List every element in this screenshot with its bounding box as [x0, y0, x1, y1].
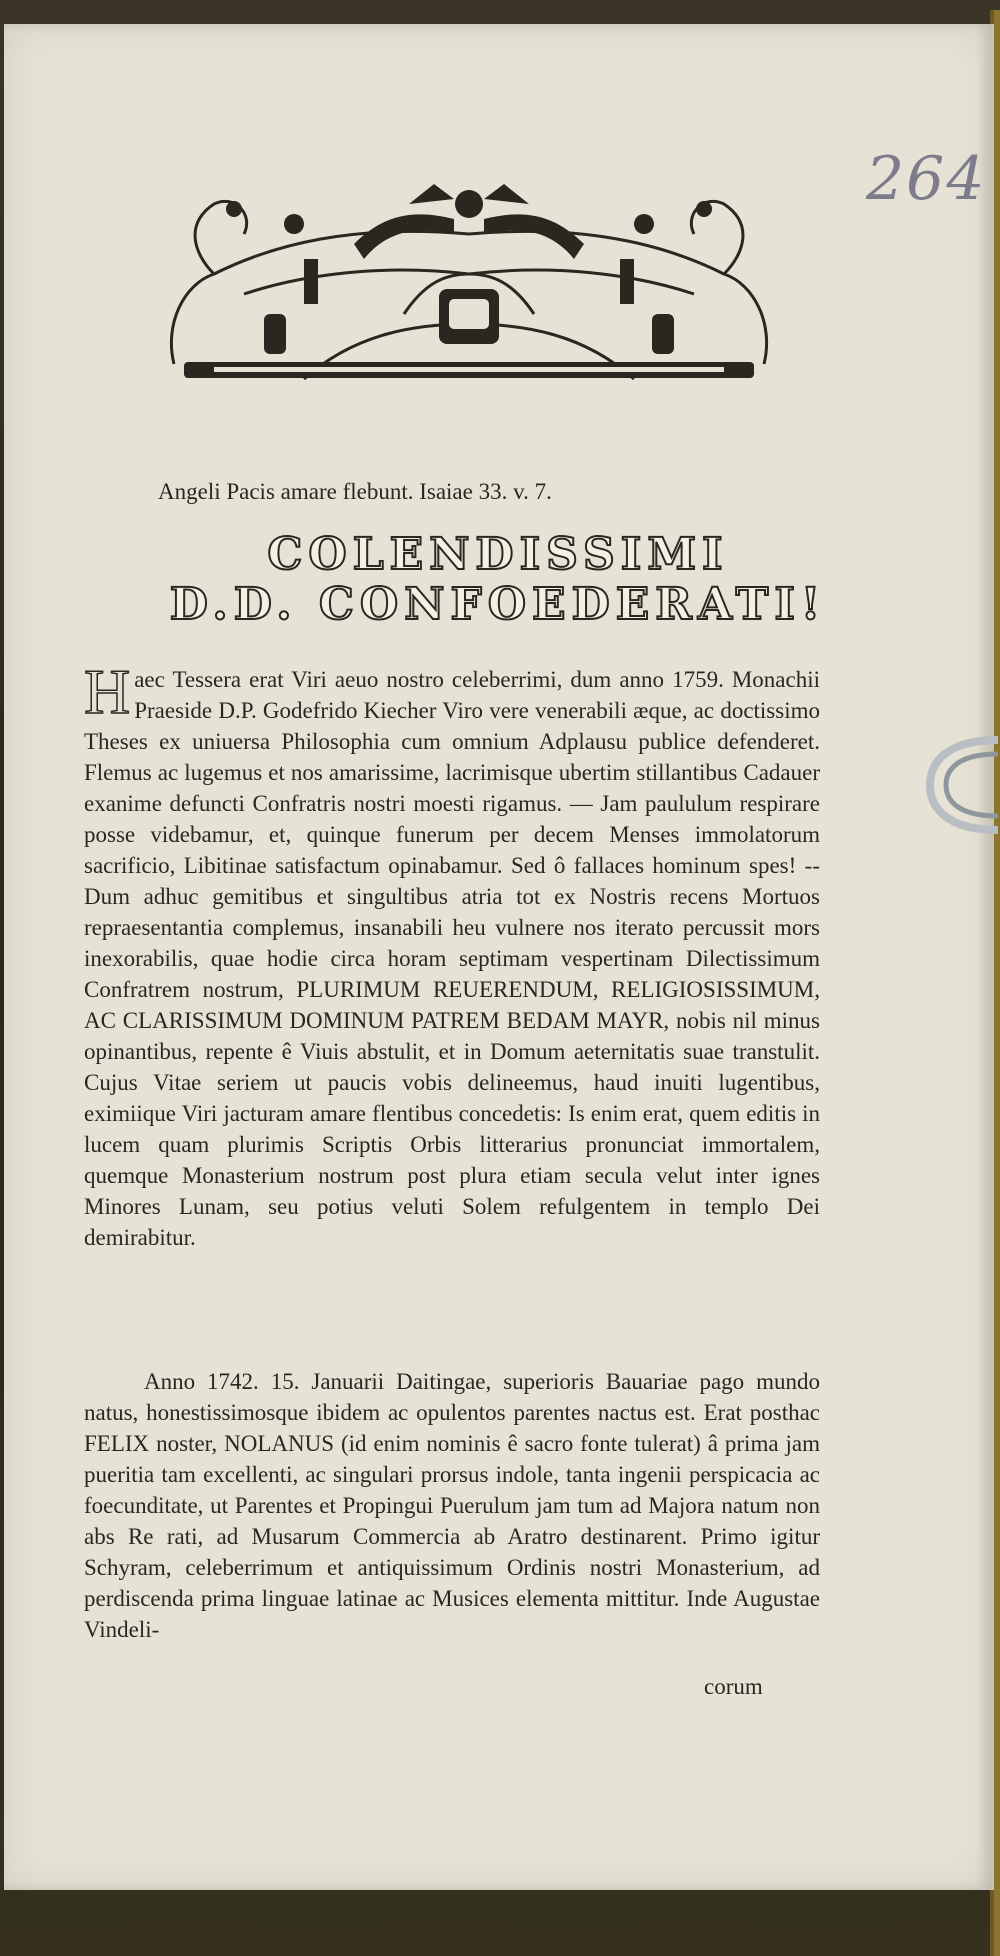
drop-cap: H	[84, 656, 131, 727]
epigraph: Angeli Pacis amare flebunt. Isaiae 33. v. 7.	[158, 479, 552, 504]
paragraph-2	[84, 1366, 820, 1645]
paragraph-1	[84, 656, 820, 1253]
paper-clip	[920, 730, 1000, 840]
folio-number: 264	[866, 144, 987, 214]
document-page	[4, 24, 994, 1890]
heading-line-1: COLENDISSIMI	[267, 529, 729, 580]
paragraph-1-text: aec Tessera erat Viri aeuo nostro celeberrimi, dum anno 1759. Monachii Praeside D.P. Godefrido Kiecher Viro vere venerabili æque, ac doctissimo Theses ex uniuersa Philosophia cum omnium Adplausu publice defenderet. Flemus ac lugemus et nos amarissime, lacrimisque ubertim stillantibus Cadauer exanime defuncti Confratris nostri moesti rigamus. — Jam paululum respirare posse videbamur, et, quinque funerum per decem Menses immolatorum sacrificio, Libitinae satisfactum opinabamur. Sed ô fallaces hominum spes! -- Dum adhuc gemitibus et singultibus atria tot ex Nostris recens Mortuos repraesentantia complemus, insanabili heu vulnere nos iterato percussit mors inexorabilis, quae hodie circa horam septimam vespertinam Dilectissimum Confratrem nostrum, PLURIMUM REUERENDUM, RELIGIOSISSIMUM, AC CLARISSIMUM DOMINUM PATREM BEDAM MAYR, nobis nil minus opinantibus, repente ê Viuis abstulit, et in Domum aeternitatis suae transtulit. Cujus Vitae seriem ut paucis vobis delineemus, haud inuiti lugentibus, eximiique Viri jacturam amare flentibus concedetis: Is enim erat, quem editis in lucem quam plurimis Scriptis Orbis litterarius pronunciat immortalem, quemque Monasterium nostrum post plura etiam secula velut inter ignes Minores Lunam, seu potius veluti Solem refulgentem in templo Dei demirabitur.	[84, 667, 820, 1250]
catchword: corum	[704, 1674, 763, 1699]
paragraph-2-text: Anno 1742. 15. Januarii Daitingae, superioris Bauariae pago mundo natus, honestissimosque ibidem ac opulentos parentes nactus est. Erat posthac FELIX noster, NOLANUS (id enim nominis ê sacro fonte tulerat) â prima jam pueritia tam excellenti, ac singulari prorsus indole, tanta ingenii perspicacia ac foecunditate, ut Parentes et Propingui Puerulum jam tum ad Majora natum non abs Re rati, ad Musarum Commercia ab Aratro destinarent. Primo igitur Schyram, celeberrimum et antiquissimum Ordinis nostri Monasterium, ad perdiscenda prima linguae latinae ac Musices elementa mittitur. Inde Augustae Vindeli-	[84, 1369, 820, 1642]
heading-line-2: D.D. CONFOEDERATI!	[169, 579, 827, 630]
ornament-headpiece	[154, 164, 784, 394]
